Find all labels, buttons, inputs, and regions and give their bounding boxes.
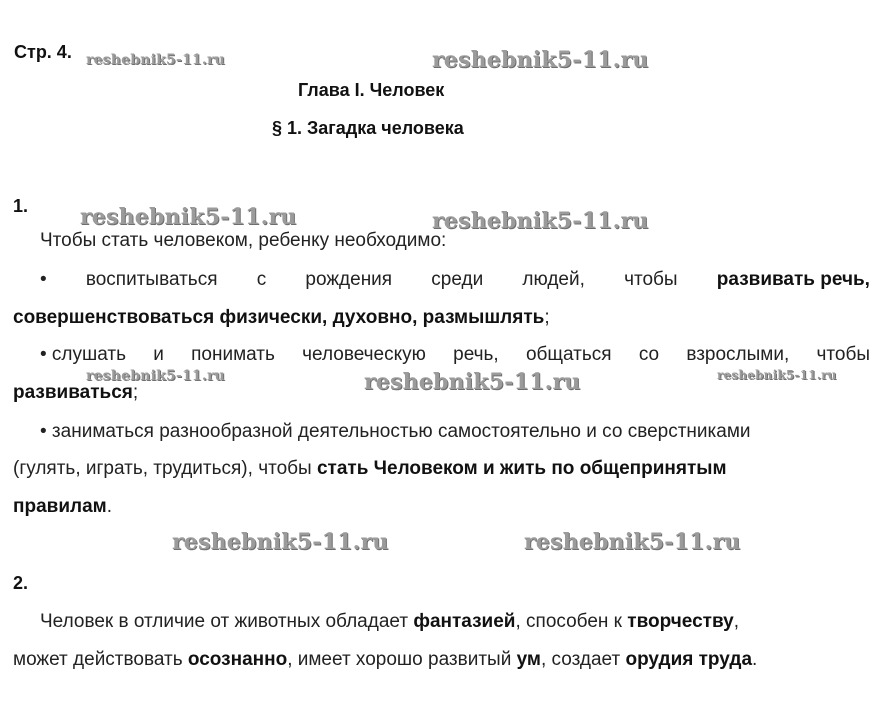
section-title: § 1. Загадка человека xyxy=(272,118,464,138)
chapter-title: Глава I. Человек xyxy=(298,80,445,100)
watermark: reshebnik5-11.ru xyxy=(717,368,837,382)
watermark: reshebnik5-11.ru xyxy=(432,47,649,73)
bullet1-line1: • воспитываться с рождения среди людей, чтобы развивать речь, xyxy=(40,269,870,290)
watermark: reshebnik5-11.ru xyxy=(172,529,389,555)
bullet1-line2: совершенствоваться физически, духовно, размышлять; xyxy=(13,307,550,328)
task-number: 1. xyxy=(13,196,29,216)
bullet2-line2: развиваться; xyxy=(13,382,139,403)
task2-line1: Человек в отличие от животных обладает фантазией, способен к творчеству, xyxy=(40,611,740,632)
bullet3-line3: правилам. xyxy=(13,496,112,517)
watermark: reshebnik5-11.ru xyxy=(80,204,297,230)
watermark: reshebnik5-11.ru xyxy=(524,529,741,555)
watermark: reshebnik5-11.ru xyxy=(432,208,649,234)
task1-intro: Чтобы стать человеком, ребенку необходимо: xyxy=(40,230,447,251)
bullet3-line2: (гулять, играть, трудиться), чтобы стать Человеком и жить по общепринятым xyxy=(13,458,727,479)
watermark: reshebnik5-11.ru xyxy=(86,52,225,68)
watermark: reshebnik5-11.ru xyxy=(86,368,225,384)
task-number: 2. xyxy=(13,573,29,593)
bullet3-line1: • заниматься разнообразной деятельностью самостоятельно и со сверстниками xyxy=(40,421,751,442)
watermark: reshebnik5-11.ru xyxy=(364,369,581,395)
page-number: Стр. 4. xyxy=(14,42,72,62)
bullet2-line1: • слушать и понимать человеческую речь, общаться со взрослыми, чтобы xyxy=(40,344,870,365)
task2-line2: может действовать осознанно, имеет хорошо развитый ум, создает орудия труда. xyxy=(13,649,758,670)
